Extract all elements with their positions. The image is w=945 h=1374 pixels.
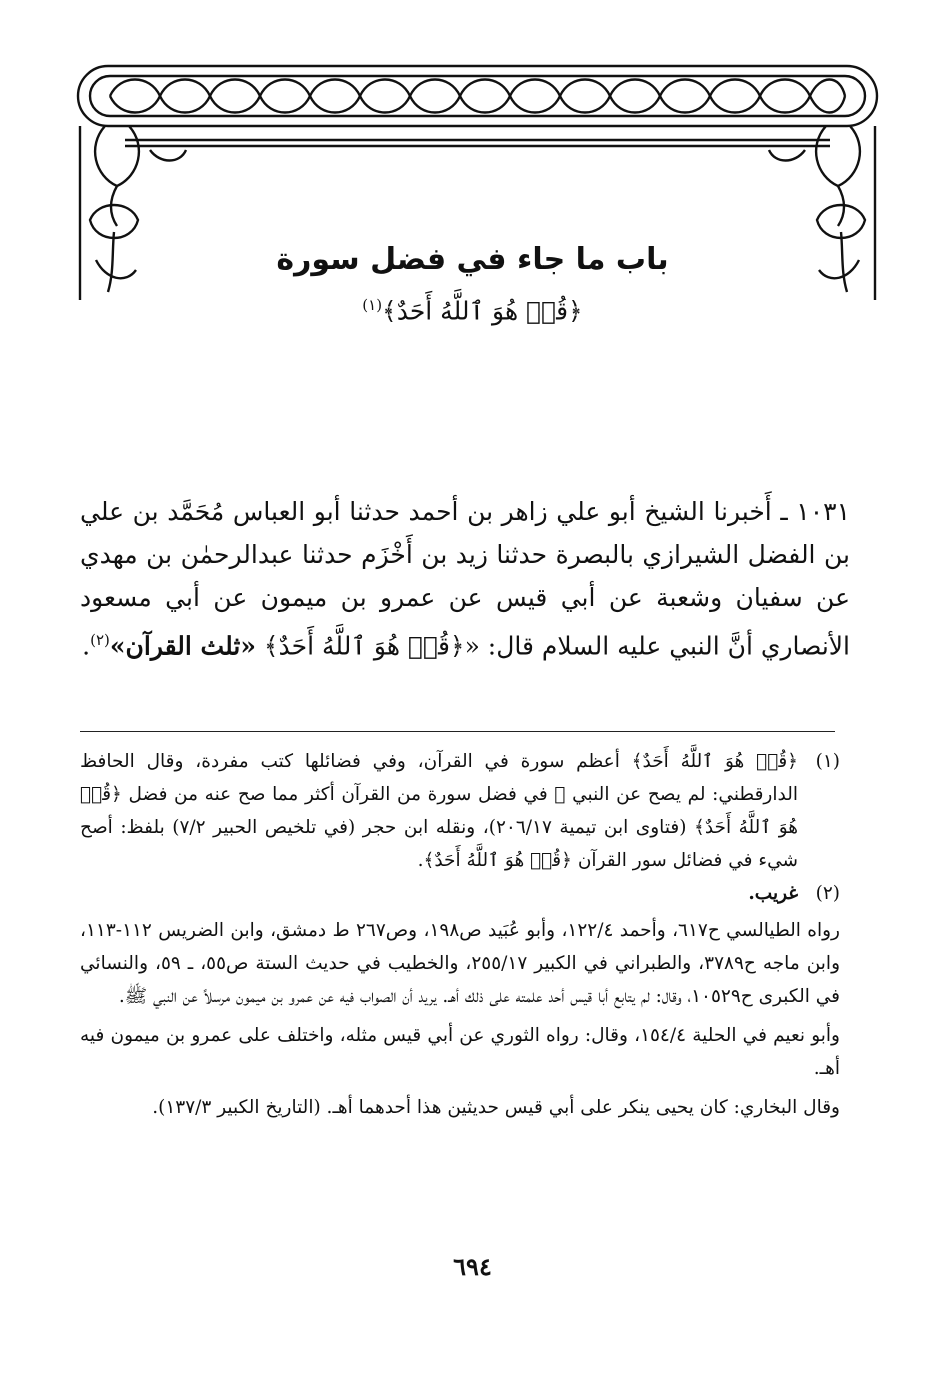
- footnote-paragraph: رواه الطيالسي ح٦١٧، وأحمد ١٢٢/٤، وأبو عُبَيد ص١٩٨، وص٢٦٧ ط دمشق، وابن الضريس ١١٢-١١٣، وابن ماجه ح٣٧٨٩، والطبراني في الكبير ٢٥٥/١٧، والخطيب في حديث الستة ص٥٥، ـ ٥٩، والنسائي في الكبرى ح١٠٥٢٩، وقال: لم يتابع أبا قيس أحد علمته على ذلك أهـ. يريد أن الصواب فيه عن عمرو بن ميمون مرسلاً عن النبي ﷺ.: [80, 920, 841, 1007]
- footnote-paragraph: وأبو نعيم في الحلية ١٥٤/٤، وقال: رواه الثوري عن أبي قيس مثله، واختلف على عمرو بن ميمون فيه أهـ.: [80, 1025, 840, 1079]
- hadith-period: .: [82, 631, 91, 661]
- hadith-ending: «ثلث القرآن»: [109, 631, 256, 661]
- footnote-ref-2: (٢): [90, 631, 110, 649]
- footnote-number: (٢): [815, 883, 840, 904]
- footnote-ref-1: (١): [362, 296, 383, 314]
- footnote-item: [80, 745, 840, 877]
- footnote-paragraph: وقال البخاري: كان يحيى ينكر على أبي قيس حديثين هذا أحدهما أهـ. (التاريخ الكبير ١٣٧/٣).: [152, 1097, 840, 1118]
- footnote-item: [80, 877, 840, 910]
- chapter-title: باب ما جاء في فضل سورة: [276, 242, 669, 277]
- footnote-text: غريب.: [748, 883, 798, 904]
- footnote-number: (١): [815, 751, 840, 772]
- hadith-body: ١٠٣١ ـ أَخبرنا الشيخ أبو علي زاهر بن أحمد حدثنا أبو العباس مُحَمَّد بن علي بن الفضل الشيرازي بالبصرة حدثنا زيد بن أَخْزَم حدثنا عبدالرحمٰن بن مهدي عن سفيان وشعبة عن أبي قيس عن عمرو بن ميمون عن أبي مسعود الأنصاري أنَّ النبي عليه السلام قال: «﴿قُلۡ هُوَ ٱللَّهُ أَحَدٌ﴾: [80, 497, 850, 661]
- chapter-heading: [200, 240, 745, 330]
- page-number: ٦٩٤: [453, 1252, 492, 1281]
- chapter-subtitle: [200, 286, 745, 330]
- footnote-text: ﴿قُلۡ هُوَ ٱللَّهُ أَحَدٌ﴾ أعظم سورة في القرآن، وفي فضائلها كتب مفردة، وقال الحافظ الدارقطني: لم يصح عن النبي ﷺ في فضل سورة من القرآن أكثر مما صح عنه من فضل ﴿قُلۡ هُوَ ٱللَّهُ أَحَدٌ﴾ (فتاوى ابن تيمية ٢٠٦/١٧)، ونقله ابن حجر (في تلخيص الحبير ٧/٢) بلفظ: أصح شيء في فضائل سور القرآن ﴿قُلۡ هُوَ ٱللَّهُ أَحَدٌ﴾.: [80, 751, 799, 871]
- surah-name: ﴿قُلۡ هُوَ ٱللَّهُ أَحَدٌ﴾: [382, 296, 583, 326]
- footnotes: [80, 745, 840, 1130]
- footnote-separator: [80, 731, 835, 732]
- hadith-text: [80, 490, 850, 667]
